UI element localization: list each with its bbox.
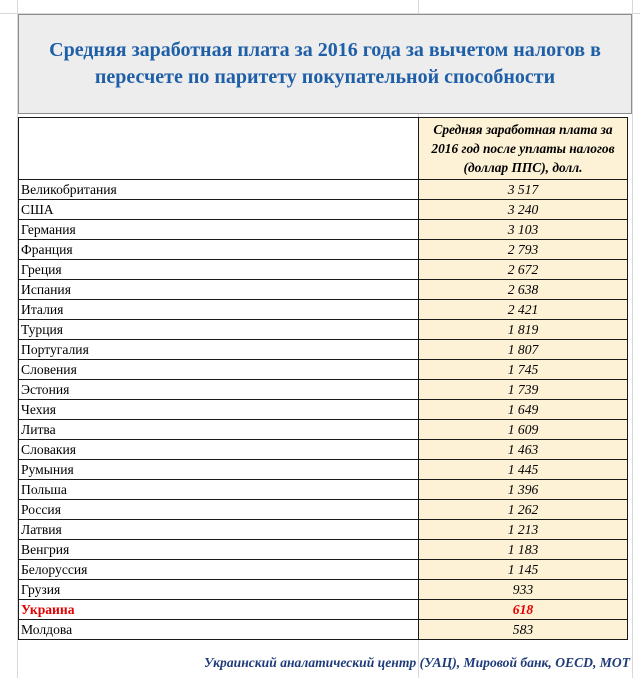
table-row: [19, 280, 628, 300]
country-cell[interactable]: Эстония: [19, 380, 419, 400]
country-cell[interactable]: Чехия: [19, 400, 419, 420]
country-cell[interactable]: Италия: [19, 300, 419, 320]
grid-col-line: [632, 0, 633, 678]
table-header-row: [19, 118, 628, 180]
salary-value-cell[interactable]: 1 396: [419, 480, 628, 500]
table-row: [19, 200, 628, 220]
salary-value-cell[interactable]: 1 463: [419, 440, 628, 460]
table-row: [19, 480, 628, 500]
table-row: [19, 520, 628, 540]
country-cell[interactable]: Грузия: [19, 580, 419, 600]
country-cell[interactable]: Молдова: [19, 620, 419, 640]
country-cell[interactable]: США: [19, 200, 419, 220]
salary-value-cell[interactable]: 1 819: [419, 320, 628, 340]
salary-value-cell[interactable]: 3 240: [419, 200, 628, 220]
country-cell[interactable]: Германия: [19, 220, 419, 240]
salary-value-cell[interactable]: 1 807: [419, 340, 628, 360]
country-cell[interactable]: Украина: [19, 600, 419, 620]
country-cell[interactable]: Франция: [19, 240, 419, 260]
table-row: [19, 340, 628, 360]
table-row: [19, 180, 628, 200]
header-blank-cell[interactable]: [19, 118, 419, 180]
salary-value-cell[interactable]: 2 672: [419, 260, 628, 280]
country-cell[interactable]: Россия: [19, 500, 419, 520]
table-row: [19, 220, 628, 240]
salary-value-cell[interactable]: 3 517: [419, 180, 628, 200]
table-row: [19, 600, 628, 620]
salary-value-cell[interactable]: 1 213: [419, 520, 628, 540]
table-row: [19, 620, 628, 640]
source-note: Украинский аналатический центр (УАЦ), Мировой банк, OECD, MOT: [204, 655, 630, 670]
table-row: [19, 560, 628, 580]
table-row: [19, 580, 628, 600]
country-cell[interactable]: Венгрия: [19, 540, 419, 560]
salary-value-cell[interactable]: 1 739: [419, 380, 628, 400]
country-cell[interactable]: Турция: [19, 320, 419, 340]
country-cell[interactable]: Литва: [19, 420, 419, 440]
salary-value-cell[interactable]: 3 103: [419, 220, 628, 240]
salary-value-cell[interactable]: 1 183: [419, 540, 628, 560]
salary-value-cell[interactable]: 933: [419, 580, 628, 600]
salary-value-cell[interactable]: 618: [419, 600, 628, 620]
salary-value-cell[interactable]: 583: [419, 620, 628, 640]
country-cell[interactable]: Словения: [19, 360, 419, 380]
table-row: [19, 380, 628, 400]
table-row: [19, 260, 628, 280]
salary-value-cell[interactable]: 1 609: [419, 420, 628, 440]
salary-value-cell[interactable]: 1 445: [419, 460, 628, 480]
table-row: [19, 420, 628, 440]
salary-value-cell[interactable]: 2 421: [419, 300, 628, 320]
table-row: [19, 500, 628, 520]
table-row: [19, 460, 628, 480]
table-row: [19, 360, 628, 380]
salary-value-cell[interactable]: 1 262: [419, 500, 628, 520]
salary-value-cell[interactable]: 1 649: [419, 400, 628, 420]
table-row: [19, 440, 628, 460]
page-title: Средняя заработная плата за 2016 года за вычетом налогов в пересчете по паритету покупательной способности: [49, 39, 601, 88]
table-row: [19, 540, 628, 560]
country-cell[interactable]: Румыния: [19, 460, 419, 480]
salary-table: [18, 117, 628, 640]
country-cell[interactable]: Словакия: [19, 440, 419, 460]
salary-value-cell[interactable]: 2 793: [419, 240, 628, 260]
country-cell[interactable]: Великобритания: [19, 180, 419, 200]
salary-value-cell[interactable]: 2 638: [419, 280, 628, 300]
title-cell[interactable]: [18, 14, 632, 114]
country-cell[interactable]: Польша: [19, 480, 419, 500]
salary-value-cell[interactable]: 1 145: [419, 560, 628, 580]
country-cell[interactable]: Латвия: [19, 520, 419, 540]
country-cell[interactable]: Португалия: [19, 340, 419, 360]
country-cell[interactable]: Белоруссия: [19, 560, 419, 580]
table-row: [19, 240, 628, 260]
country-cell[interactable]: Испания: [19, 280, 419, 300]
salary-value-cell[interactable]: 1 745: [419, 360, 628, 380]
country-cell[interactable]: Греция: [19, 260, 419, 280]
table-row: [19, 300, 628, 320]
table-row: [19, 400, 628, 420]
table-row: [19, 320, 628, 340]
column-header[interactable]: Средняя заработная плата за 2016 год после уплаты налогов (доллар ППС), долл.: [419, 118, 628, 180]
